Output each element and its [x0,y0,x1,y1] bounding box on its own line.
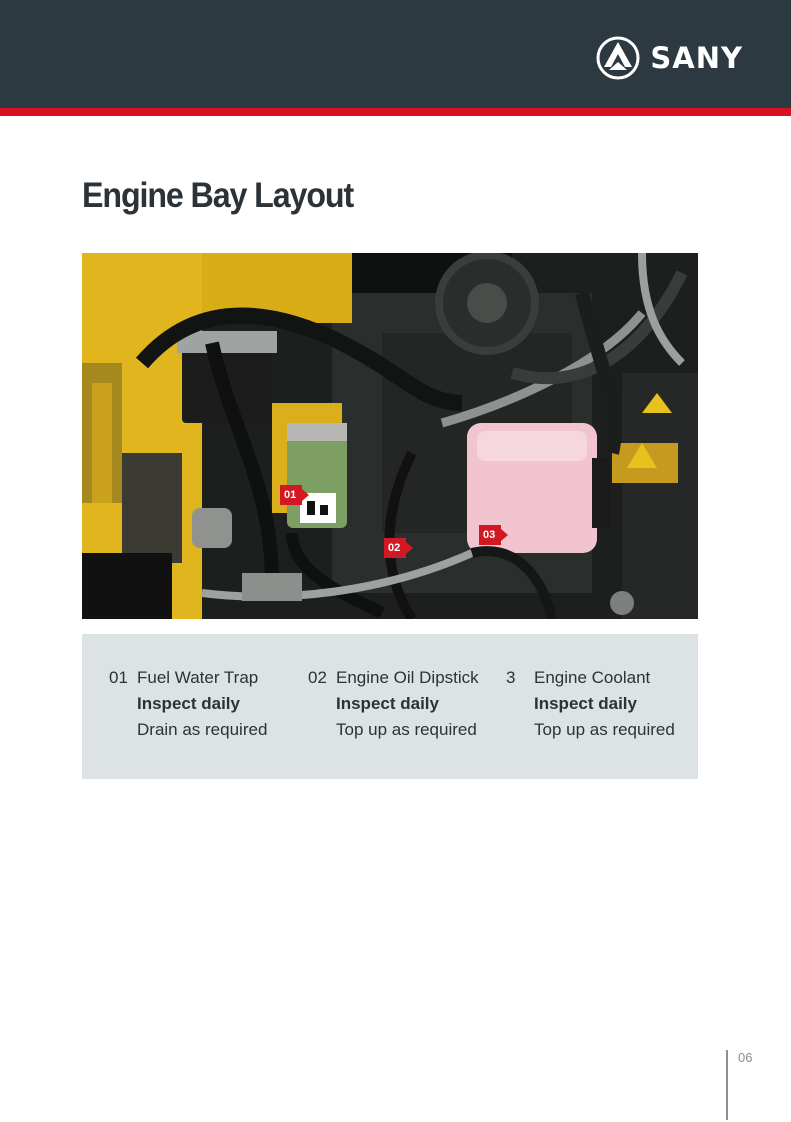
callout-03: 03 [479,525,501,545]
legend-item-frequency: Inspect daily [137,694,240,713]
callout-01: 01 [280,485,302,505]
legend-number: 01 [109,668,128,687]
brand-logo [596,36,743,80]
legend-item-frequency: Inspect daily [534,694,637,713]
page-title: Engine Bay Layout [82,176,354,215]
engine-bay-photo [82,253,698,619]
page-header [0,0,791,108]
legend-item-name: Fuel Water Trap [137,668,259,687]
legend-item-name: Engine Coolant [534,668,651,687]
page-number-divider [726,1050,728,1120]
sany-triangle-logo-icon [596,36,640,80]
header-accent-stripe [0,108,791,116]
legend-item-frequency: Inspect daily [336,694,439,713]
inspection-legend [82,634,698,779]
legend-number: 02 [308,668,327,687]
legend-item-action: Top up as required [336,720,477,739]
brand-name: SANY [650,41,743,75]
legend-number: 3 [506,668,516,687]
legend-item-name: Engine Oil Dipstick [336,668,479,687]
page-number: 06 [738,1050,753,1065]
legend-item-action: Drain as required [137,720,268,739]
callout-02: 02 [384,538,406,558]
legend-item-action: Top up as required [534,720,675,739]
